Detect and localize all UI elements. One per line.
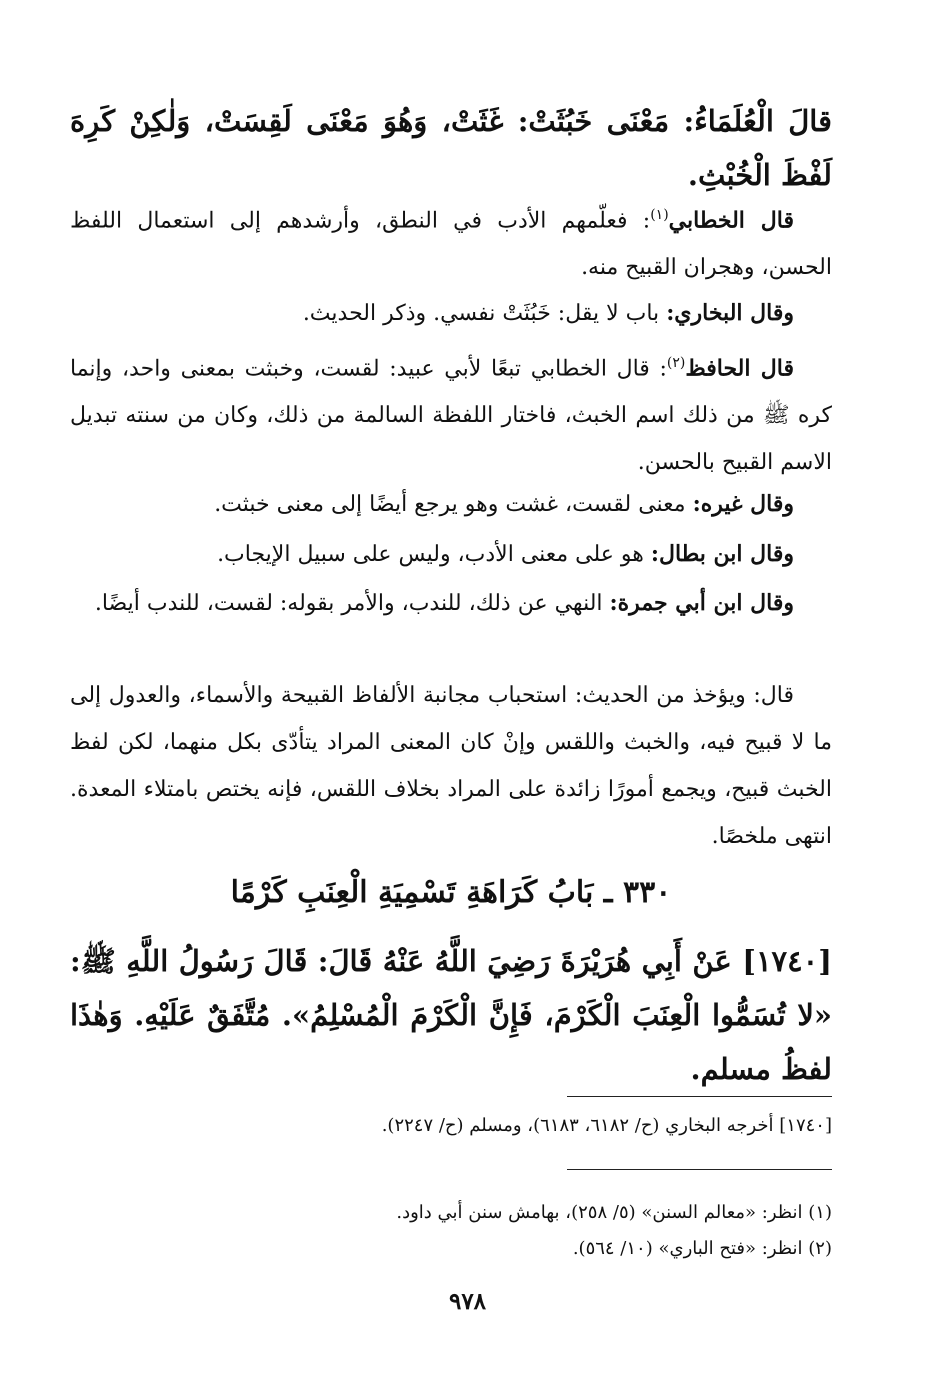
paragraph-ibn-abi-jamra <box>70 580 832 627</box>
speaker-label: وقال البخاري: <box>666 300 794 326</box>
paragraph-text: هو على معنى الأدب، وليس على سبيل الإيجاب. <box>217 542 651 567</box>
takhrij-divider <box>567 1096 832 1097</box>
paragraph-text: : قال الخطابي تبعًا لأبي عبيد: لقست، وخبثت بمعنى واحد، وإنما كره ﷺ من ذلك اسم الخبث، فاختار اللفظة السالمة من ذلك، وكان من سنته تبديل الاسم القبيح بالحسن. <box>70 356 832 476</box>
footnote-divider <box>567 1169 832 1170</box>
footnote-2: (٢) انظر: «فتح الباري» (١٠/ ٥٦٤). <box>572 1238 832 1259</box>
paragraph-hafiz <box>70 340 832 486</box>
paragraph-benefits: قال: ويؤخذ من الحديث: استحباب مجانبة الألفاظ القبيحة والأسماء، والعدول إلى ما لا قبيح فيه، والخبث واللقس وإنْ كان المعنى المراد يتأدّى بكل منهما، لكن لفظ الخبث قبيح، ويجمع أمورًا زائدة على المراد بخلاف اللقس، فإنه يختص بامتلاء المعدة. انتهى ملخصًا. <box>70 683 832 849</box>
paragraph-khattabi <box>70 192 832 291</box>
paragraph-text: النهي عن ذلك، للندب، والأمر بقوله: لقست، للندب أيضًا. <box>94 591 610 616</box>
speaker-label: قال الخطابي <box>668 207 794 234</box>
footnote-ref-1[interactable]: (١) <box>650 207 669 223</box>
speaker-label: قال الحافظ <box>685 355 794 382</box>
chapter-heading: ٣٣٠ ـ بَابُ كَرَاهَةِ تَسْمِيَةِ الْعِنَبِ كَرْمًا <box>230 875 672 910</box>
hadith-text: [١٧٤٠] عَنْ أَبِي هُرَيْرَةَ رَضِيَ اللَّهُ عَنْهُ قَالَ: قَالَ رَسُولُ اللَّهِ ﷺ: «لا تُسَمُّوا الْعِنَبَ الْكَرْمَ، فَإِنَّ الْكَرْمَ الْمُسْلِمُ». مُتَّفَقٌ عَلَيْهِ. وَهٰذَا لفظُ مسلم. <box>70 944 832 1086</box>
speaker-label: وقال ابن أبي جمرة: <box>609 590 794 616</box>
page-number: ٩٧٨ <box>448 1288 487 1315</box>
footnote-ref-2[interactable]: (٢) <box>666 355 686 371</box>
paragraph-others <box>70 481 832 528</box>
paragraph-bukhari <box>70 290 832 337</box>
commentary-scholars: قالَ الْعُلَمَاءُ: مَعْنَى خَبُثَتْ: غَثَتْ، وَهُوَ مَعْنَى لَقِسَتْ، وَلٰكِنْ كَرِهَ لَفْظَ الْخُبْثِ. <box>70 104 832 192</box>
paragraph-text: باب لا يقل: خَبُثَتْ نفسي. وذكر الحديث. <box>302 301 667 326</box>
paragraph-ibn-battal <box>70 531 832 578</box>
speaker-label: وقال ابن بطال: <box>650 541 794 567</box>
paragraph-text: معنى لقست، غشت وهو يرجع أيضًا إلى معنى خبثت. <box>214 492 693 517</box>
speaker-label: وقال غيره: <box>692 491 794 517</box>
footnote-1: (١) انظر: «معالم السنن» (٥/ ٢٥٨)، بهامش سنن أبي داود. <box>396 1202 832 1223</box>
takhrij-note: [١٧٤٠] أخرجه البخاري (ح/ ٦١٨٢، ٦١٨٣)، ومسلم (ح/ ٢٢٤٧). <box>381 1115 832 1136</box>
paragraph-text: : فعلّمهم الأدب في النطق، وأرشدهم إلى استعمال اللفظ الحسن، وهجران القبيح منه. <box>70 208 832 281</box>
